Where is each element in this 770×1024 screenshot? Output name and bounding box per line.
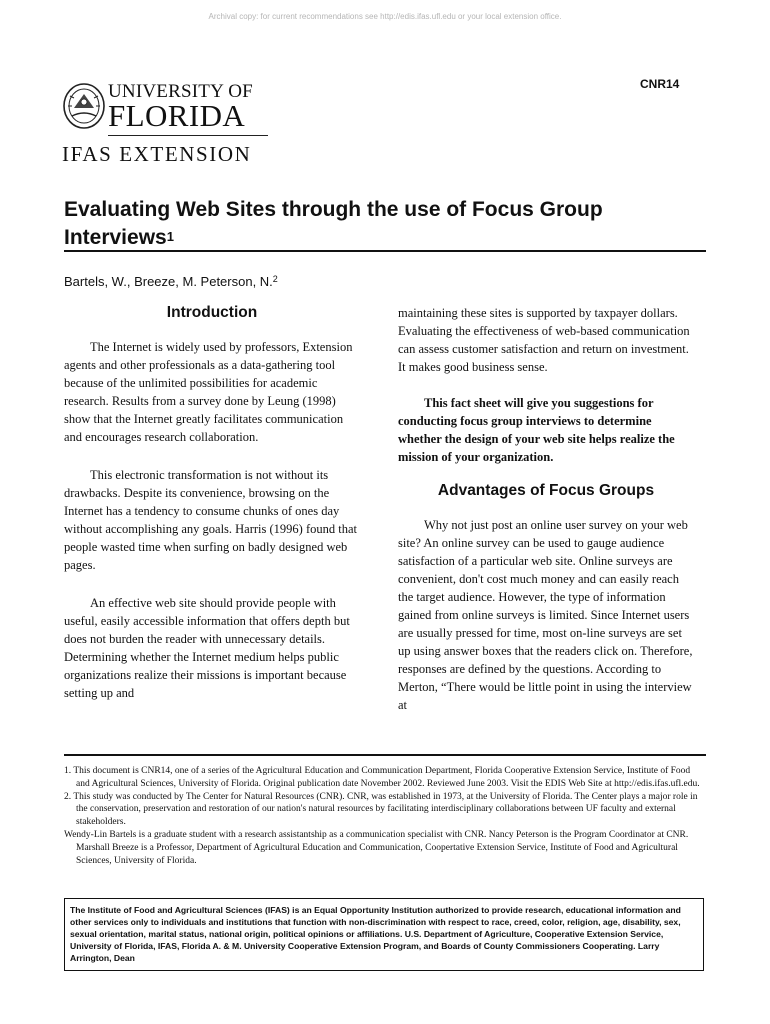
introduction-heading: Introduction [166,304,258,321]
logo-divider [108,135,268,136]
archival-notice: Archival copy: for current recommendations see http://edis.ifas.ufl.edu or your local extension office. [208,12,562,21]
footnote-rule [64,754,706,756]
advantages-paragraph: Why not just post an online user survey on your web site? An online survey can be used to gauge audience satisfaction of a particular web site. Online surveys are convenient, don't cost much money and can easily reach the target audience. However, the type of information gained from online surveys is limited. Since Internet users are usually pressed for time, most on-line surveys are set up using answer boxes that the readers click on. Therefore, responses are defined by the questions. According to Merton, “There would be little point in using the interview at [398,518,693,712]
equal-opportunity-statement: The Institute of Food and Agricultural Sciences (IFAS) is an Equal Opportunity Institution authorized to provide research, educational information and other services only to individuals and institutions that function with non-discrimination with respect to race, creed, color, religion, age, disability, sex, sexual orientation, marital status, national origin, political opinions or affiliations. U.S. Department of Agriculture, Cooperative Extension Service, University of Florida, IFAS, Florida A. & M. University Cooperative Extension Program, and Boards of County Commissioners Cooperating. Larry Arrington, Dean [64,898,704,971]
footnote-author-bios: Wendy-Lin Bartels is a graduate student with a research assistantship as a communication specialist with CNR. Nancy Peterson is the Program Coordinator at CNR. Marshall Breeze is a Professor, Department of Agricultural Education and Communication, Coopertative Extension Service, Institute of Food and Agricultural Sciences, University of Florida. [64,829,689,866]
authors-text: Bartels, W., Breeze, M. Peterson, N. [64,274,273,289]
fact-sheet-purpose-paragraph: This fact sheet will give you suggestions for conducting focus group interviews to determine whether the design of your web site helps realize the mission of your organization. [398,396,675,464]
logo-university-of: UNIVERSITY OF [108,81,253,102]
footnotes [64,765,704,867]
left-paragraph-3: An effective web site should provide people with useful, easily accessible information that offers depth but does not burden the reader with unnecessary details. Determining whether the Internet medium helps public organizations realize their missions is important because setting up and [64,596,350,700]
left-paragraph-2: This electronic transformation is not without its drawbacks. Despite its convenience, browsing on the Internet has a tendency to consume chunks of ones day without accomplishing any goals. Harris (1996) found that people wasted time when surfing on badly designed web pages. [64,468,357,572]
left-column [64,304,360,702]
document-code: CNR14 [640,77,680,91]
logo-florida: FLORIDA [108,98,246,133]
title-text: Evaluating Web Sites through the use of Focus Group Interviews [64,198,603,249]
advantages-heading: Advantages of Focus Groups [437,482,655,499]
document-title [64,196,704,254]
authors-footnote-marker: 2 [272,274,278,284]
uf-ifas-logo [62,78,277,168]
logo-ifas-extension: IFAS EXTENSION [62,142,252,166]
footnote-2: 2. This study was conducted by The Center for Natural Resources (CNR). CNR, was established in 1973, at the University of Florida. The Center plays a major role in the conservation, preservation and restoration of our nation's natural resources by facilitating interdisciplinary collaborations between UF faculty and external stakeholders. [64,791,698,828]
university-seal-icon [62,82,106,130]
authors [64,274,278,289]
right-column [398,304,694,714]
title-footnote-marker: 1 [166,229,174,244]
footnote-1: 1. This document is CNR14, one of a series of the Agricultural Education and Communication Department, Florida Cooperative Extension Service, Institute of Food and Agricultural Sciences, University of Florida. Original publication date November 2002. Reviewed June 2003. Visit the EDIS Web Site at http://edis.ifas.ufl.edu. [64,766,700,789]
left-paragraph-1: The Internet is widely used by professors, Extension agents and other professionals as a data-gathering tool because of the unlimited possibilities for academic research. Results from a survey done by Leung (1998) show that the Internet greatly facilitates communication and encourages research collaboration. [64,340,353,444]
title-rule [64,250,706,252]
right-continuation-paragraph: maintaining these sites is supported by taxpayer dollars. Evaluating the effectiveness of web-based communication can assess customer satisfaction and return on investment. It makes good business sense. [398,306,690,374]
